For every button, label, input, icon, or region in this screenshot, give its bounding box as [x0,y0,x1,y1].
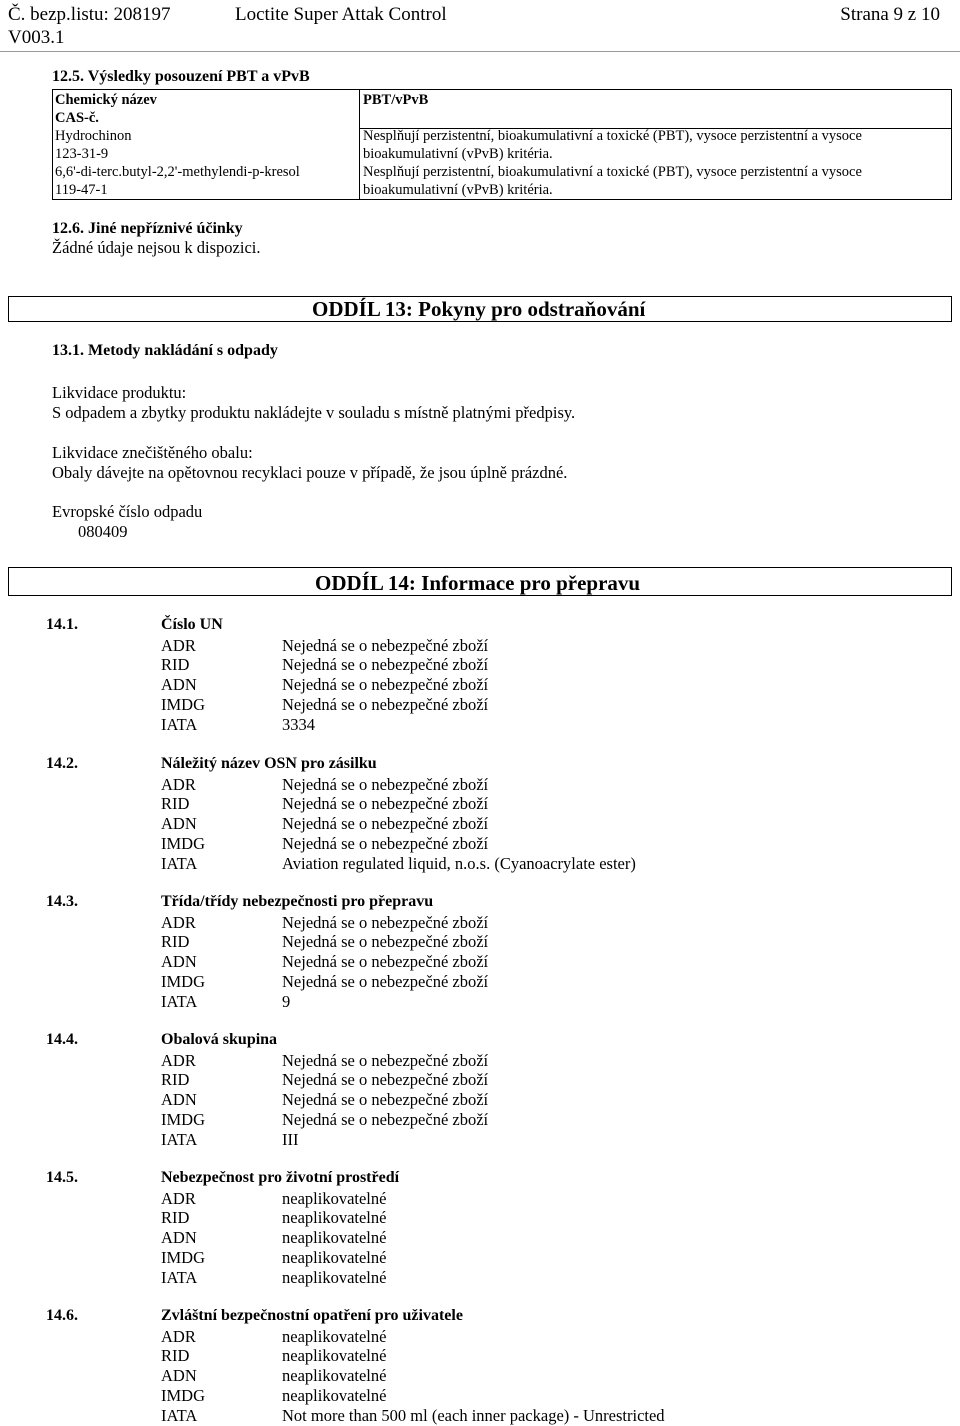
transport-item-number: 14.4. [46,1031,78,1048]
transport-mode: ADN [161,952,197,971]
transport-mode: ADN [161,1228,197,1247]
transport-mode: IATA [161,1268,198,1287]
waste-code: 080409 [78,522,128,541]
transport-item-number: 14.3. [46,893,78,910]
transport-mode: IMDG [161,1110,205,1129]
transport-mode: ADR [161,1327,196,1346]
transport-mode: ADN [161,675,197,694]
col-pbt-header: PBT/vPvB [363,92,429,108]
version: V003.1 [8,27,65,48]
section-12-6-text: Žádné údaje nejsou k dispozici. [52,238,261,257]
section-13-1-title: 13.1. Metody nakládání s odpady [52,342,278,359]
transport-value: Nejedná se o nebezpečné zboží [282,814,489,833]
transport-value: neaplikovatelné [282,1248,387,1267]
section-13-title: ODDÍL 13: Pokyny pro odstraňování [312,297,646,321]
transport-value: neaplikovatelné [282,1386,387,1405]
transport-item-number: 14.2. [46,755,78,772]
transport-mode: ADN [161,1090,197,1109]
transport-value: Not more than 500 ml (each inner package) - Unrestricted [282,1406,665,1425]
disposal-product-text: S odpadem a zbytky produktu nakládejte v souladu s místně platnými předpisy. [52,403,576,422]
transport-mode: ADR [161,913,196,932]
transport-mode: IATA [161,1130,198,1149]
transport-item-title: Nebezpečnost pro životní prostředí [161,1169,400,1186]
table-row-pbt: Nesplňují perzistentní, bioakumulativní a toxické (PBT), vysoce perzistentní a vysoce [363,164,862,180]
section-12-6-title: 12.6. Jiné nepříznivé účinky [52,220,243,237]
transport-mode: IATA [161,1406,198,1425]
transport-mode: RID [161,794,190,813]
transport-mode: ADN [161,1366,197,1385]
transport-value: neaplikovatelné [282,1189,387,1208]
transport-item-title: Zvláštní bezpečnostní opatření pro uživatele [161,1307,463,1324]
transport-value: neaplikovatelné [282,1346,387,1365]
section-12-5-title: 12.5. Výsledky posouzení PBT a vPvB [52,68,310,85]
transport-mode: RID [161,655,190,674]
transport-value: 3334 [282,715,315,734]
header-rule [0,51,960,52]
disposal-packaging-label: Likvidace znečištěného obalu: [52,443,253,462]
transport-mode: IATA [161,992,198,1011]
col-chem-name-header: Chemický název [55,92,157,108]
table-row-name: Hydrochinon [55,128,132,144]
transport-mode: IMDG [161,1248,205,1267]
table-row-pbt: bioakumulativní (vPvB) kritéria. [363,182,553,198]
table-row-pbt: bioakumulativní (vPvB) kritéria. [363,146,553,162]
transport-value: Nejedná se o nebezpečné zboží [282,794,489,813]
transport-value: Nejedná se o nebezpečné zboží [282,636,489,655]
transport-item-title: Obalová skupina [161,1031,278,1048]
table-row-pbt: Nesplňují perzistentní, bioakumulativní a toxické (PBT), vysoce perzistentní a vysoce [363,128,862,144]
transport-mode: IMDG [161,695,205,714]
transport-value: Nejedná se o nebezpečné zboží [282,695,489,714]
table-row-cas: 119-47-1 [55,182,108,198]
pbt-table [52,89,952,200]
product-name: Loctite Super Attak Control [235,4,447,25]
section-14-title: ODDÍL 14: Informace pro přepravu [315,571,641,595]
transport-value: Nejedná se o nebezpečné zboží [282,675,489,694]
transport-mode: RID [161,1346,190,1365]
col-cas-header: CAS-č. [55,110,99,126]
page-number: Strana 9 z 10 [840,4,940,25]
transport-item-title: Náležitý název OSN pro zásilku [161,755,377,772]
transport-mode: RID [161,1070,190,1089]
transport-item-number: 14.6. [46,1307,78,1324]
transport-item-title: Číslo UN [161,616,223,633]
transport-mode: IMDG [161,972,205,991]
transport-item-number: 14.1. [46,616,78,633]
disposal-packaging-text: Obaly dávejte na opětovnou recyklaci pouze v případě, že jsou úplně prázdné. [52,463,568,482]
transport-mode: IATA [161,715,198,734]
transport-mode: IMDG [161,1386,205,1405]
transport-value: Nejedná se o nebezpečné zboží [282,932,489,951]
disposal-product-label: Likvidace produktu: [52,383,187,402]
transport-value: Nejedná se o nebezpečné zboží [282,1110,489,1129]
transport-value: Nejedná se o nebezpečné zboží [282,834,489,853]
transport-value: neaplikovatelné [282,1268,387,1287]
transport-mode: IMDG [161,834,205,853]
transport-mode: RID [161,1208,190,1227]
section-14-banner [8,567,952,596]
transport-mode: ADN [161,814,197,833]
transport-value: Nejedná se o nebezpečné zboží [282,1090,489,1109]
transport-value: Nejedná se o nebezpečné zboží [282,655,489,674]
transport-mode: ADR [161,1051,196,1070]
transport-value: Nejedná se o nebezpečné zboží [282,913,489,932]
transport-value: III [282,1130,299,1149]
transport-value: Nejedná se o nebezpečné zboží [282,1070,489,1089]
table-row-name: 6,6'-di-terc.butyl-2,2'-methylendi-p-kresol [55,164,300,180]
section-13-banner [8,296,952,322]
transport-mode: ADR [161,636,196,655]
transport-value: Aviation regulated liquid, n.o.s. (Cyanoacrylate ester) [282,854,636,873]
transport-value: 9 [282,992,291,1011]
transport-value: Nejedná se o nebezpečné zboží [282,775,489,794]
waste-code-label: Evropské číslo odpadu [52,502,203,521]
transport-mode: IATA [161,854,198,873]
transport-value: neaplikovatelné [282,1366,387,1385]
transport-value: Nejedná se o nebezpečné zboží [282,952,489,971]
sds-number: Č. bezp.listu: 208197 [8,4,171,25]
transport-mode: ADR [161,775,196,794]
transport-value: neaplikovatelné [282,1208,387,1227]
transport-value: neaplikovatelné [282,1228,387,1247]
transport-value: Nejedná se o nebezpečné zboží [282,1051,489,1070]
transport-mode: ADR [161,1189,196,1208]
table-row-cas: 123-31-9 [55,146,109,162]
transport-item-number: 14.5. [46,1169,78,1186]
transport-mode: RID [161,932,190,951]
transport-item-title: Třída/třídy nebezpečnosti pro přepravu [161,893,434,910]
transport-value: neaplikovatelné [282,1327,387,1346]
table-divider [359,90,360,199]
transport-value: Nejedná se o nebezpečné zboží [282,972,489,991]
